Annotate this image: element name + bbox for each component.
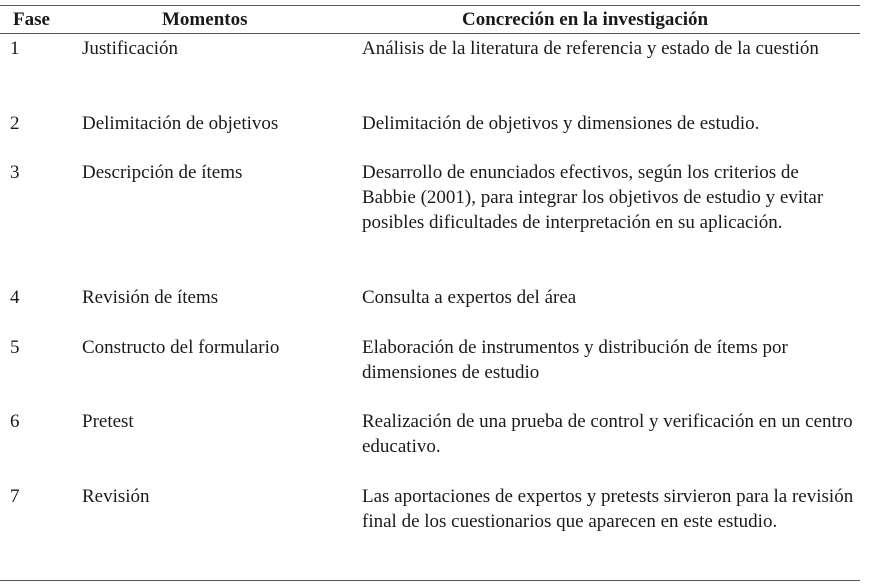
cell-fase: 7 [10,486,20,507]
cell-concrecion: Delimitación de objetivos y dimensiones de estudio. [362,113,760,134]
table-header [0,8,869,32]
cell-fase: 5 [10,337,20,358]
header-momentos: Momentos [162,9,248,30]
cell-concrecion: Las aportaciones de expertos y pretests sirvieron para la revisión final de los cuestionarios que aparecen en este estudio. [362,486,854,532]
cell-concrecion: Elaboración de instrumentos y distribución de ítems por dimensiones de estudio [362,337,788,383]
cell-momento: Descripción de ítems [82,162,243,183]
table-header-rule [0,33,860,34]
cell-fase: 4 [10,287,20,308]
table-top-rule [0,5,860,6]
cell-momento: Justificación [82,38,179,59]
table-bottom-rule [0,580,860,581]
cell-fase: 6 [10,411,20,432]
cell-momento: Revisión de ítems [82,287,219,308]
cell-momento: Constructo del formulario [82,337,280,358]
cell-concrecion: Desarrollo de enunciados efectivos, según los criterios de Babbie (2001), para integrar los objetivos de estudio y evitar posibles dificultades de interpretación en su aplicación. [362,162,824,233]
cell-concrecion: Realización de una prueba de control y verificación en un centro educativo. [362,411,853,457]
cell-fase: 3 [10,162,20,183]
cell-momento: Revisión [82,486,150,507]
cell-momento: Pretest [82,411,134,432]
header-fase: Fase [13,9,50,30]
cell-concrecion: Consulta a expertos del área [362,287,577,308]
cell-fase: 1 [10,38,20,59]
cell-momento: Delimitación de objetivos [82,113,279,134]
header-concrecion: Concreción en la investigación [462,9,709,30]
cell-fase: 2 [10,113,20,134]
cell-concrecion: Análisis de la literatura de referencia y estado de la cuestión [362,38,819,59]
